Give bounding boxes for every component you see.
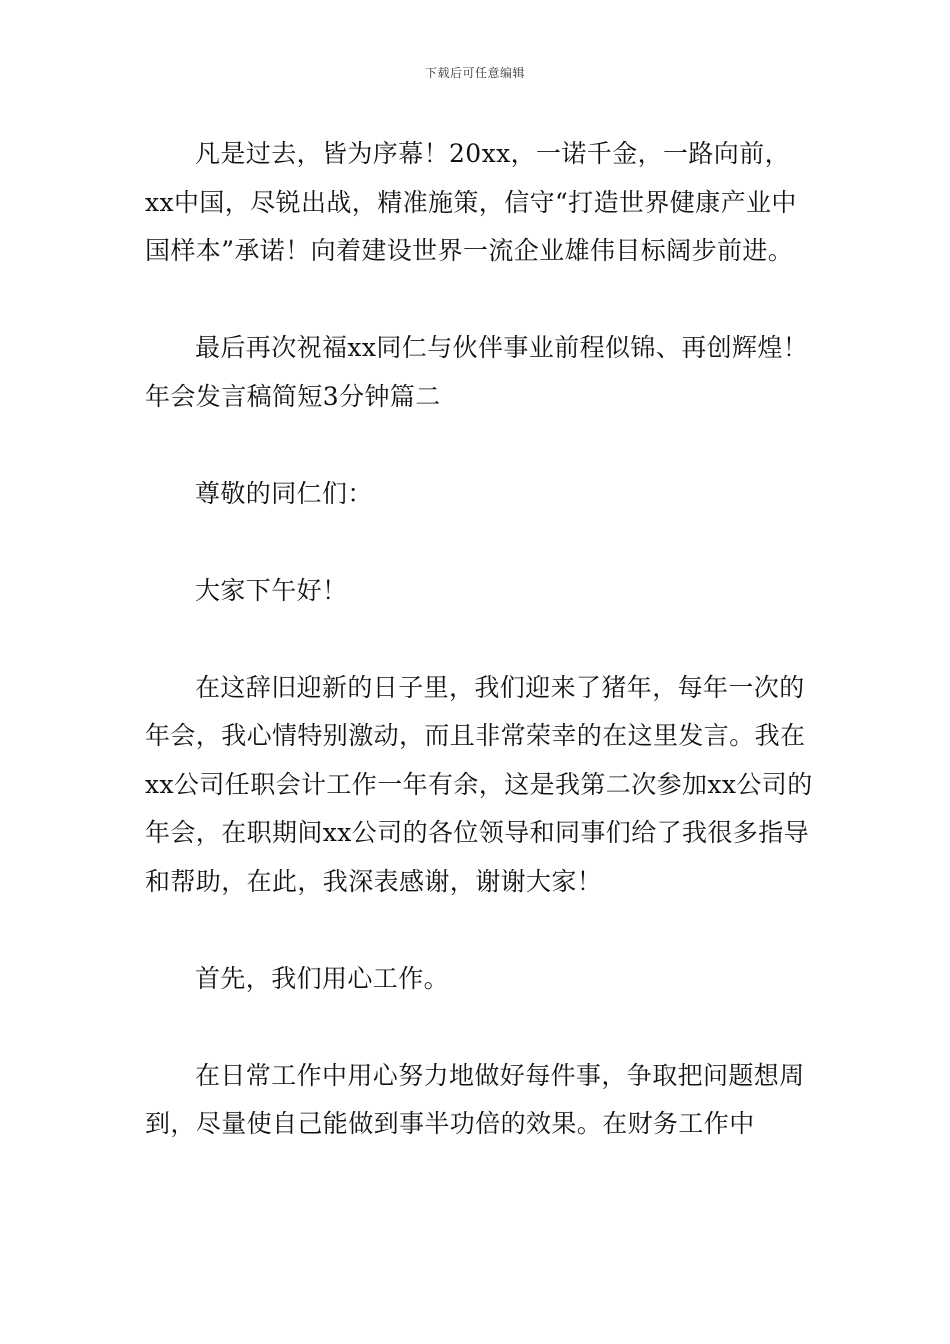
document-body (145, 130, 815, 1149)
paragraph-review: 凡是过去，皆为序幕！20xx，一诺千金，一路向前，xx中国，尽锐出战，精准施策，信守“打造世界健康产业中国样本”承诺！向着建设世界一流企业雄伟目标阔步前进。 (145, 139, 797, 265)
paragraph-blessing: 最后再次祝福xx同仁与伙伴事业前程似锦、再创辉煌！ (195, 333, 809, 362)
page-header: 下载后可任意编辑 (424, 66, 525, 80)
paragraph-introduction: 在这辞旧迎新的日子里，我们迎来了猪年，每年一次的年会，我心情特别激动，而且非常荣幸的在这里发言。我在xx公司任职会计工作一年有余，这是我第二次参加xx公司的年会，在职期间xx公司的各位领导和同事们给了我很多指导和帮助，在此，我深表感谢，谢谢大家！ (145, 672, 813, 896)
paragraph-gap (145, 1003, 815, 1052)
paragraph-first-point: 首先，我们用心工作。 (195, 963, 450, 993)
section-title: 年会发言稿简短3分钟篇二 (145, 381, 441, 411)
paragraph-greeting: 大家下午好！ (195, 575, 348, 605)
paragraph-salutation: 尊敬的同仁们： (195, 478, 373, 508)
paragraph-gap (145, 276, 815, 325)
paragraph-gap (145, 906, 815, 955)
paragraph-gap (145, 421, 815, 470)
paragraph-gap (145, 615, 815, 664)
paragraph-gap (145, 518, 815, 567)
paragraph-daily-work: 在日常工作中用心努力地做好每件事，争取把问题想周到，尽量使自己能做到事半功倍的效果。在财务工作中 (145, 1060, 805, 1138)
